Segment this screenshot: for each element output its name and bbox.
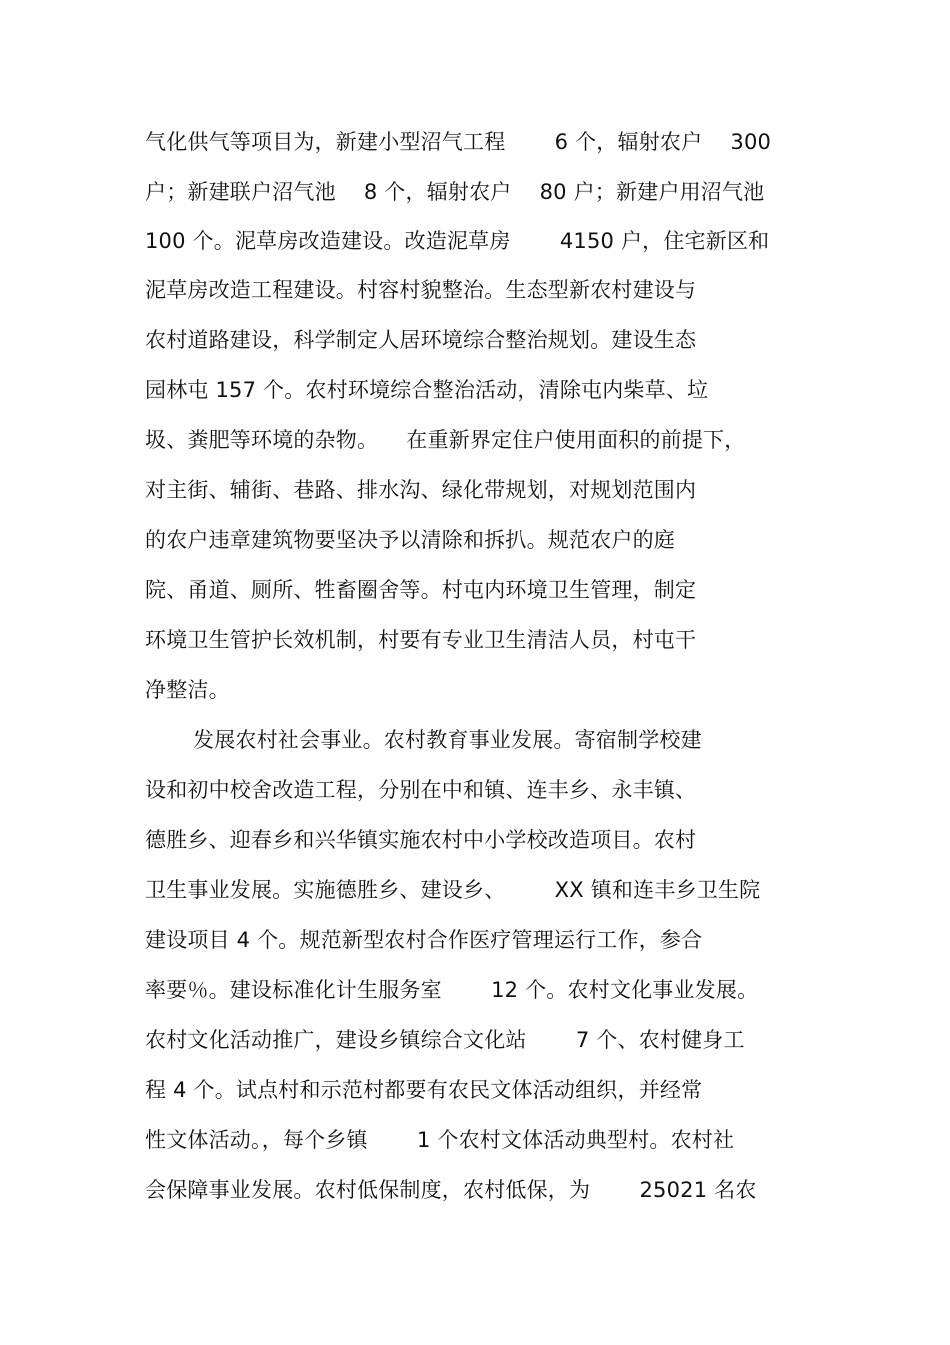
text-line: 对主街、辅街、巷路、排水沟、绿化带规划，对规划范围内 [145, 478, 697, 502]
text-line: 农村文化活动推广，建设乡镇综合文化站 7 个、农村健身工 [145, 1028, 745, 1052]
text-line: 院、甬道、厕所、牲畜圈舍等。村屯内环境卫生管理，制定 [145, 578, 697, 602]
text-line: 会保障事业发展。农村低保制度，农村低保，为 25021 名农 [145, 1178, 757, 1202]
text-line: 农村道路建设，科学制定人居环境综合整治规划。建设生态 [145, 328, 697, 352]
text-line: 户；新建联户沼气池 8 个，辐射农户 80 户；新建户用沼气池 [145, 180, 765, 204]
text-line: 的农户违章建筑物要坚决予以清除和拆扒。规范农户的庭 [145, 528, 675, 552]
text-line: 净整洁。 [145, 678, 230, 702]
paragraph-first-line: 发展农村社会事业。农村教育事业发展。寄宿制学校建 [193, 728, 702, 752]
text-line: 泥草房改造工程建设。村容村貌整治。生态型新农村建设与 [145, 278, 697, 302]
text-line: 园林屯 157 个。农村环境综合整治活动，清除屯内柴草、垃 [145, 378, 709, 402]
text-line: 率要％。建设标准化计生服务室 12 个。农村文化事业发展。 [145, 978, 759, 1002]
text-line: 卫生事业发展。实施德胜乡、建设乡、 XX 镇和连丰乡卫生院 [145, 878, 761, 902]
text-line: 建设项目 4 个。规范新型农村合作医疗管理运行工作，参合 [145, 928, 703, 952]
text-line: 100 个。泥草房改造建设。改造泥草房 4150 户，住宅新区和 [145, 229, 770, 253]
text-line: 程 4 个。试点村和示范村都要有农民文体活动组织，并经常 [145, 1078, 703, 1102]
text-line: 德胜乡、迎春乡和兴华镇实施农村中小学校改造项目。农村 [145, 828, 697, 852]
text-line: 圾、粪肥等环境的杂物。 在重新界定住户使用面积的前提下， [145, 428, 746, 452]
text-line: 设和初中校舍改造工程，分别在中和镇、连丰乡、永丰镇、 [145, 778, 697, 802]
text-line: 气化供气等项目为，新建小型沼气工程 6 个，辐射农户 300 [145, 130, 772, 154]
text-line: 性文体活动。，每个乡镇 1 个农村文体活动典型村。农村社 [145, 1128, 735, 1152]
text-line: 环境卫生管护长效机制，村要有专业卫生清洁人员，村屯干 [145, 628, 697, 652]
